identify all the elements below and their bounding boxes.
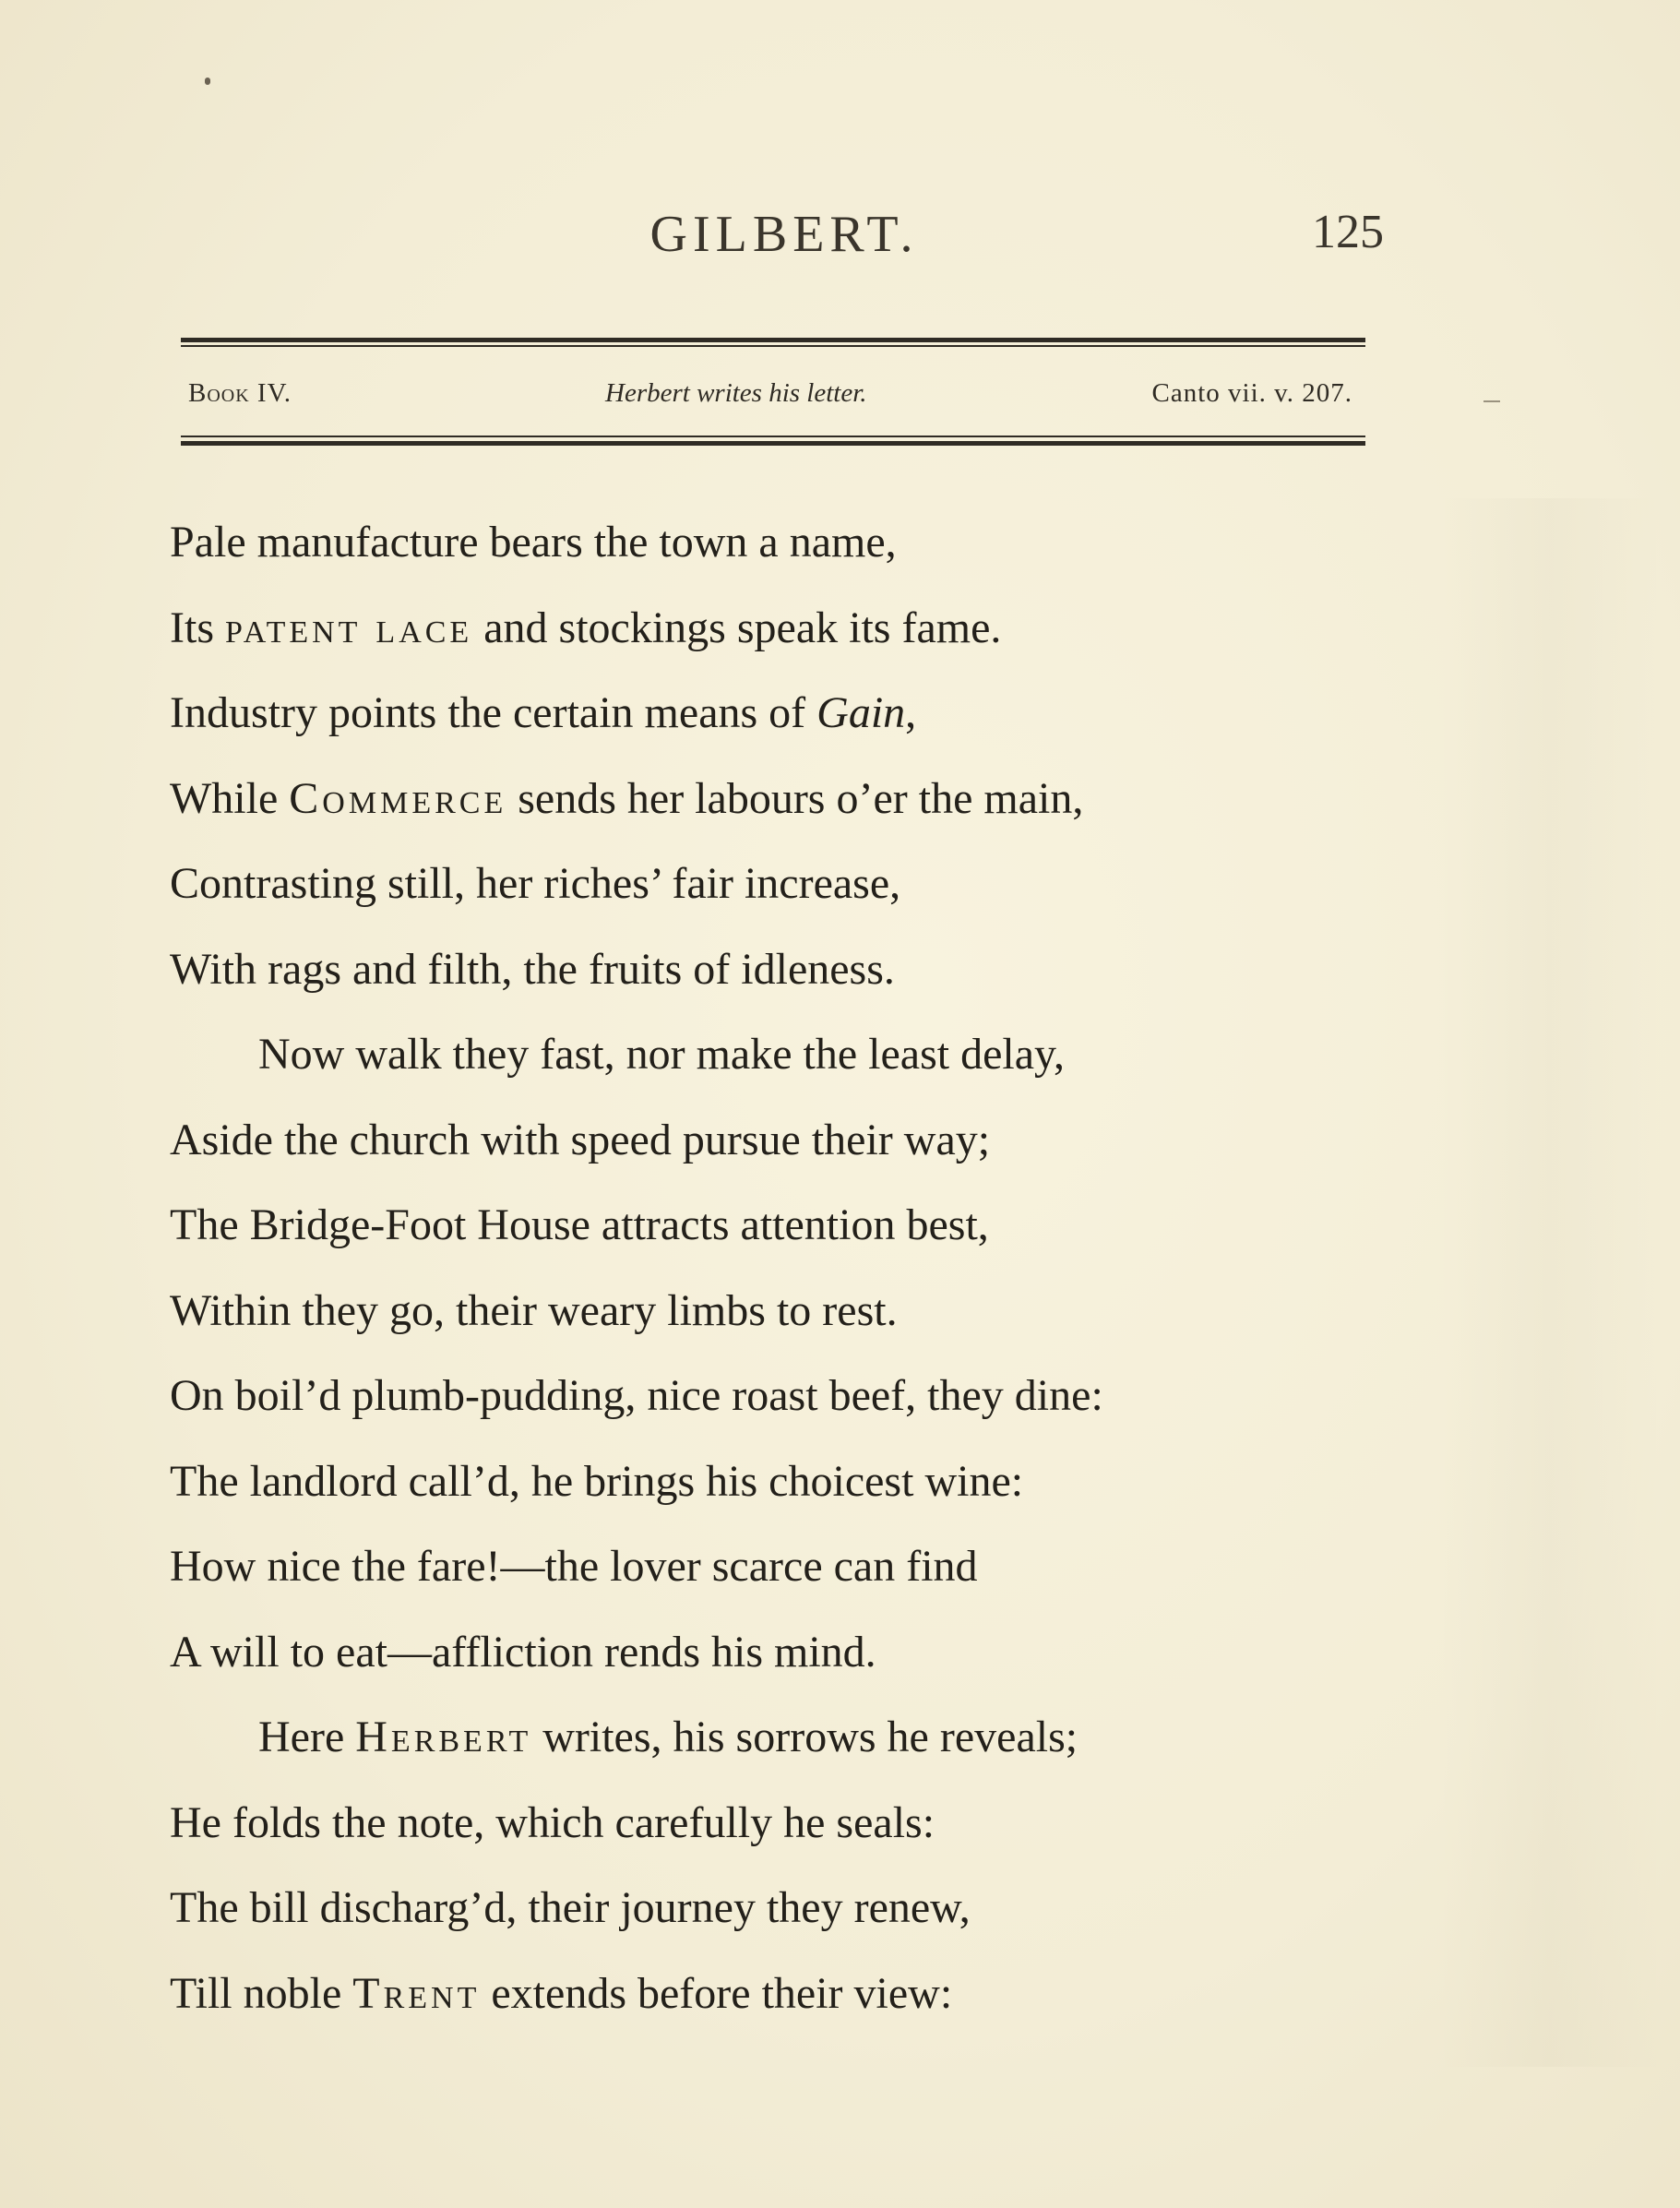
poem-line: A will to eat—affliction rends his mind.: [170, 1627, 876, 1677]
poem-line: Pale manufacture bears the town a name,: [170, 518, 897, 567]
headline-subject: Herbert writes his letter.: [605, 378, 867, 408]
headline: [181, 371, 1365, 426]
italic-word: Gain: [816, 688, 906, 737]
poem-line: Till noble Trent extends before their view:: [170, 1968, 953, 2018]
small-caps-phrase: Trent: [352, 1968, 481, 2018]
poem-line: The bill discharg’d, their journey they renew,: [170, 1883, 971, 1932]
poem-line: Contrasting still, her riches’ fair increase,: [170, 859, 901, 908]
poem-line: Aside the church with speed pursue their way;: [170, 1115, 991, 1164]
headline-book: Book IV.: [188, 378, 292, 408]
poem-line: Within they go, their weary limbs to rest.: [170, 1285, 898, 1335]
poem-line: On boil’d plumb-pudding, nice roast beef, they dine:: [170, 1371, 1103, 1420]
poem-line: He folds the note, which carefully he seals:: [170, 1797, 935, 1847]
small-caps-phrase: Herbert: [355, 1713, 532, 1761]
poem-line: How nice the fare!—the lover scarce can find: [170, 1542, 978, 1591]
margin-tick-mark: [1483, 400, 1500, 402]
page-number: 125: [1312, 206, 1384, 258]
poem-line: Here Herbert writes, his sorrows he reveals;: [258, 1713, 1078, 1761]
poem-line: While Commerce sends her labours o’er the main,: [170, 773, 1084, 823]
header-rule-top-thick: [181, 338, 1365, 342]
running-title: GILBERT.: [649, 206, 919, 263]
poem-line: Now walk they fast, nor make the least delay,: [258, 1030, 1065, 1079]
poem-text: [170, 506, 1388, 2042]
small-caps-phrase: patent lace: [225, 603, 473, 652]
poem-line: Industry points the certain means of Gain,: [170, 688, 917, 737]
poem-line: The landlord call’d, he brings his choicest wine:: [170, 1456, 1024, 1506]
header-rule-top-thin: [181, 345, 1365, 347]
small-caps-phrase: Commerce: [289, 773, 507, 823]
header-rule-bottom-thin: [181, 436, 1365, 437]
ink-speck: [205, 78, 210, 85]
poem-line: The Bridge-Foot House attracts attention best,: [170, 1200, 989, 1249]
show-through-shading: [1439, 498, 1661, 2067]
poem-line: Its patent lace and stockings speak its fame.: [170, 603, 1002, 652]
header-rule-bottom-thick: [181, 441, 1365, 446]
headline-canto: Canto vii. v. 207.: [1151, 378, 1352, 408]
poem-line: With rags and filth, the fruits of idleness.: [170, 944, 895, 994]
